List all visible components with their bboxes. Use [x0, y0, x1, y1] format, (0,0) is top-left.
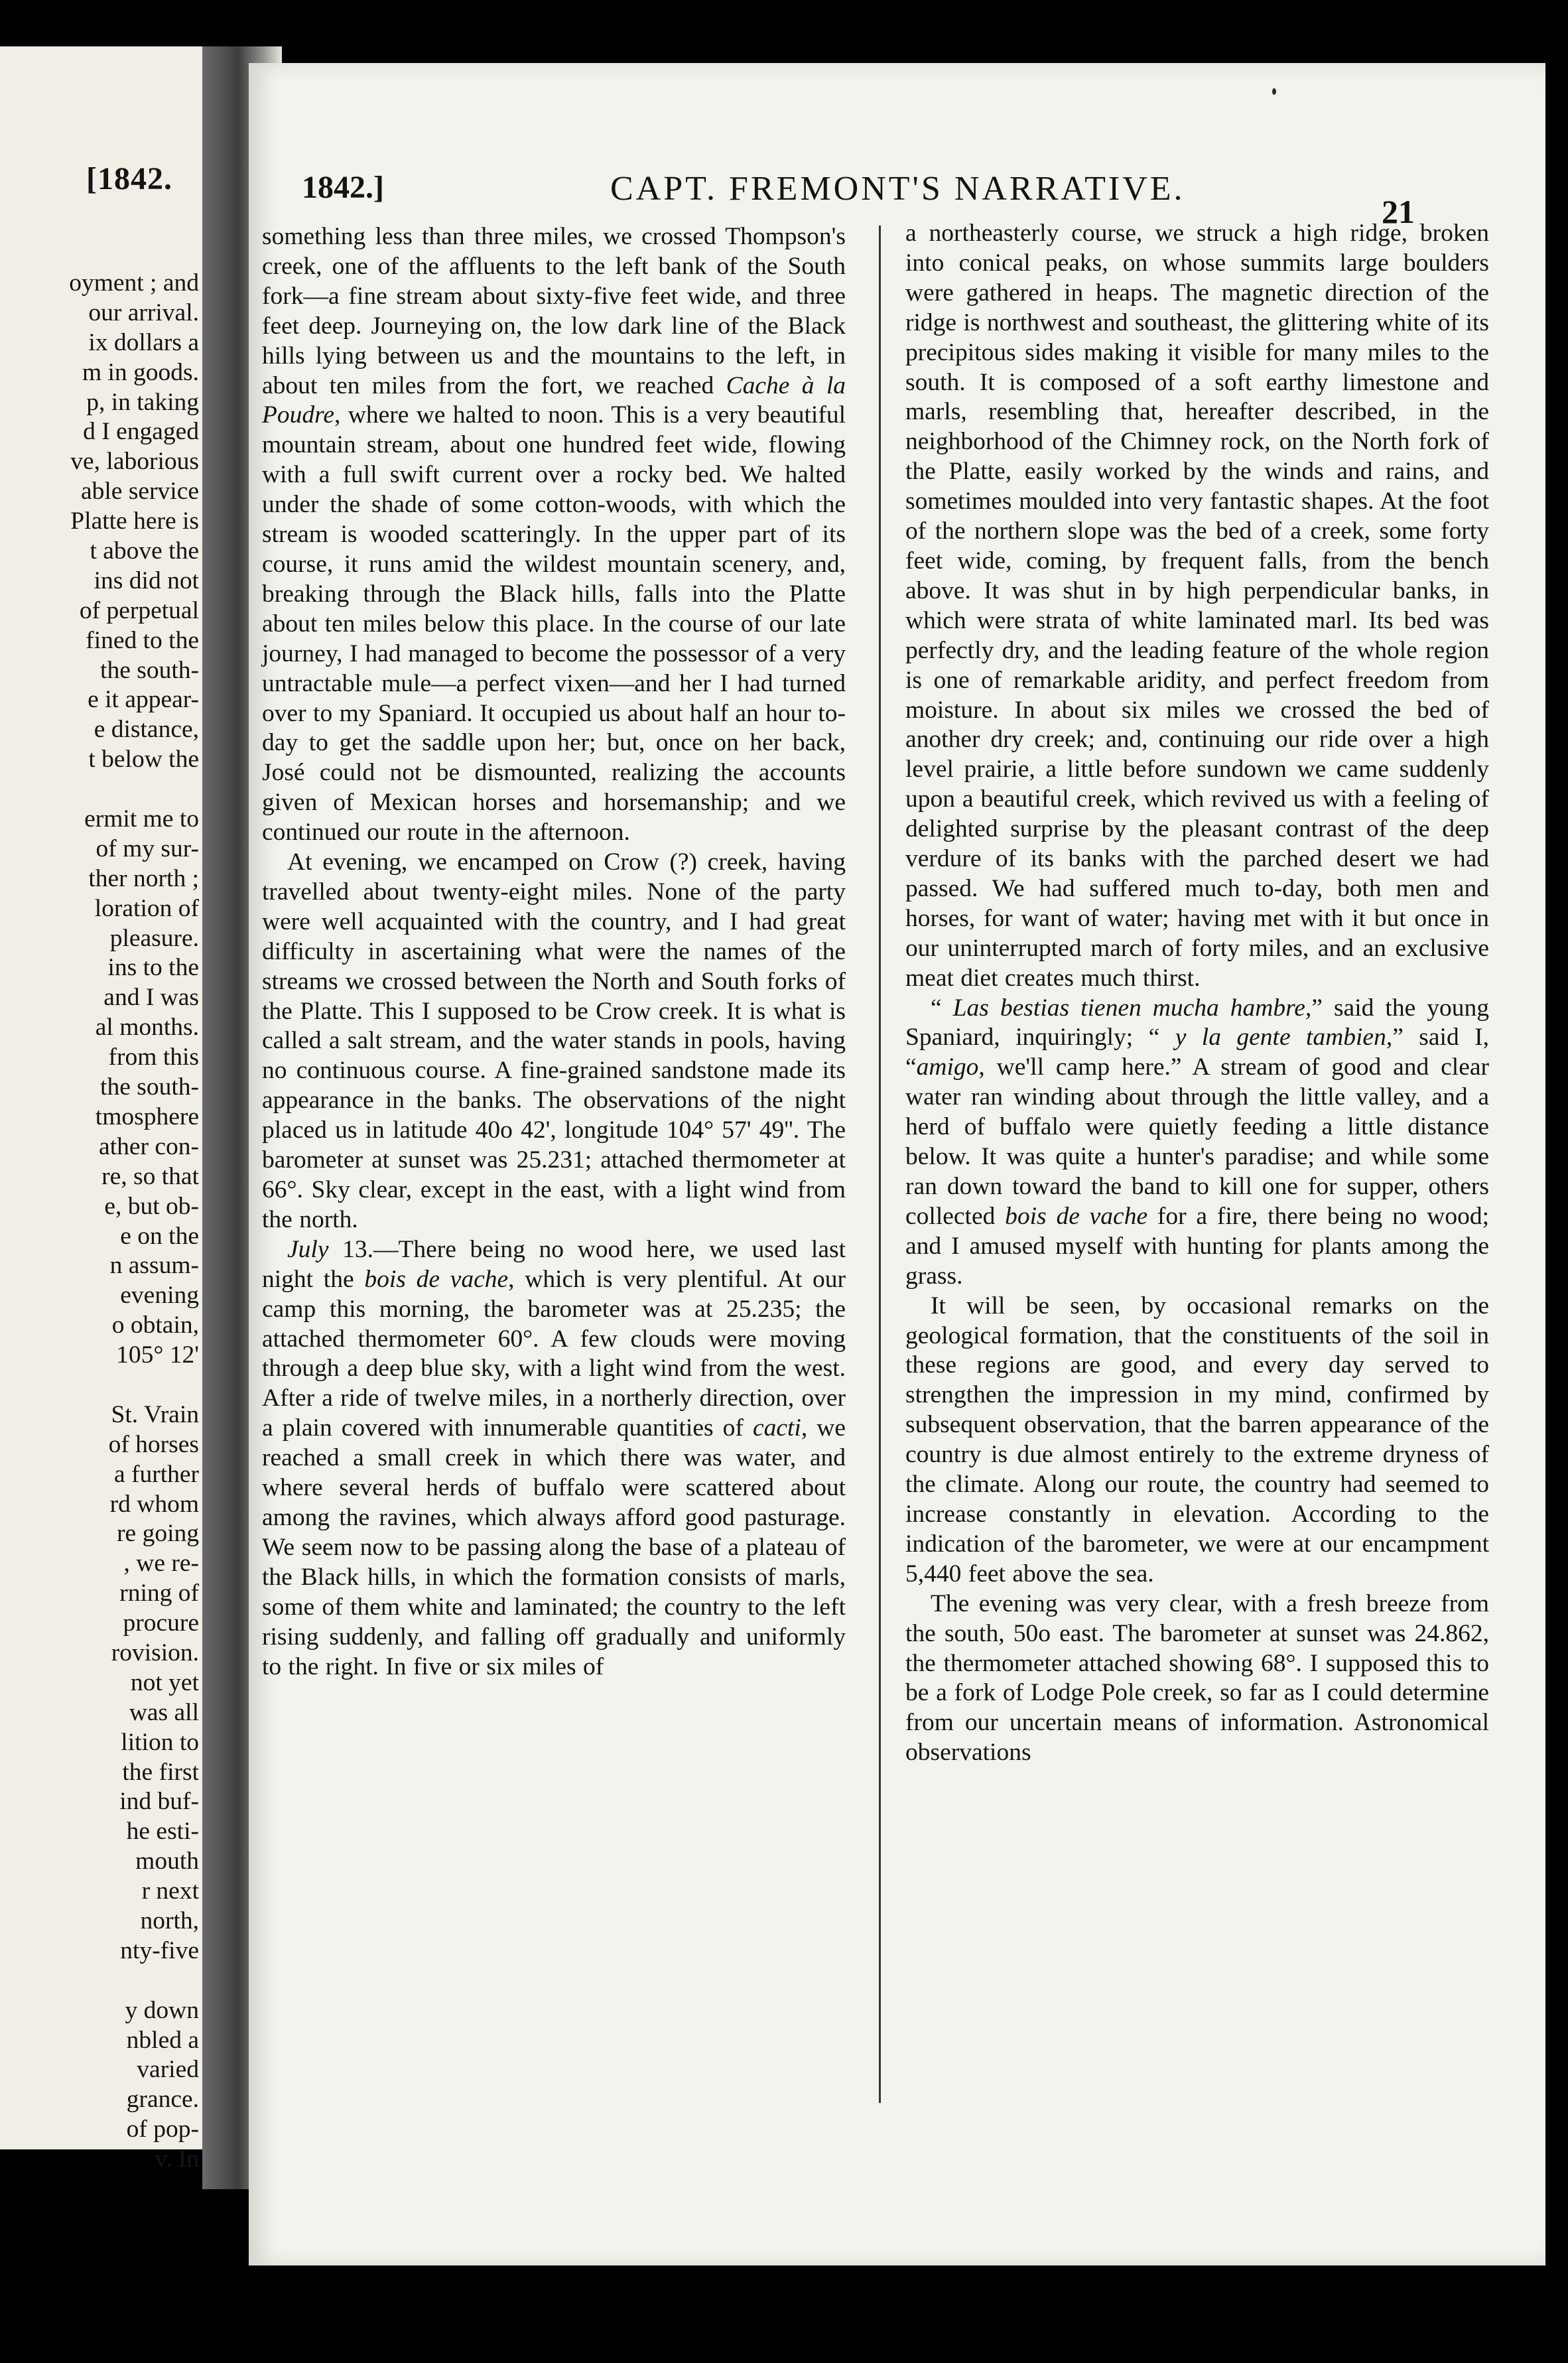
previous-page-line: m in goods.	[82, 358, 199, 386]
paper-speck	[1272, 88, 1276, 95]
previous-page-line: , we re-	[123, 1550, 199, 1578]
previous-page-line: nty-five	[120, 1936, 199, 1964]
previous-page-line: mouth	[135, 1848, 199, 1875]
page-number: 21	[1382, 193, 1415, 230]
previous-page-line: ve, laborious	[70, 448, 199, 476]
previous-page-fragment	[0, 46, 212, 2173]
running-head-title: CAPT. FREMONT'S NARRATIVE.	[610, 170, 1185, 208]
previous-page-line	[0, 775, 199, 805]
previous-page-line: north,	[140, 1907, 199, 1934]
running-head-year: 1842.]	[302, 170, 384, 205]
previous-page-line: ther north ;	[88, 864, 199, 892]
paragraph: something less than three miles, we crossed Thompson's creek, one of the affluents to the left bank of the South fork—a fine stream about sixty-five feet wide, and three feet deep. Journeying on, the low dark line of the Black hills lying between us and the mountains to the left, in about ten miles from the fort, we reached Cache à la Poudre, where we halted to noon. This is a very beautiful mountain stream, about one hundred feet wide, flowing with a full swift current over a rocky bed. We halted under the shade of some cotton-woods, with which the stream is wooded scatteringly. In the upper part of its course, it runs amid the wildest mountain scenery, and, breaking through the Black hills, falls into the Platte about ten miles below this place. In the course of our late journey, I had managed to become the possessor of a very untractable mule—a perfect vixen—and her I had turned over to my Spaniard. It occupied us about half an hour to-day to get the saddle upon her; but, once on her back, José could not be dismounted, realizing the accounts given of Mexican horses and horsemanship; and we continued our route in the afternoon.	[262, 223, 846, 846]
previous-page-line: procure	[123, 1609, 199, 1637]
previous-page-line: and I was	[103, 984, 199, 1012]
previous-page-line: the south-	[100, 1073, 199, 1101]
previous-page-line: ermit me to	[84, 805, 199, 833]
previous-page-line: not yet	[130, 1668, 199, 1696]
previous-page-line: al months.	[95, 1014, 199, 1042]
previous-page-line: loration of	[94, 894, 199, 922]
page	[249, 63, 1545, 2265]
previous-page-line: rd whom	[109, 1490, 199, 1518]
previous-page-line: able service	[80, 478, 199, 506]
previous-page-line: evening	[120, 1282, 199, 1310]
paragraph: At evening, we encamped on Crow (?) creek, having travelled about twenty-eight miles. None of the party were well acquainted with the country, and I had great difficulty in ascertaining what were the names of the streams we crossed between the North and South forks of the Platte. This I supposed to be Crow creek. It is what is called a salt stream, and the water stands in pools, having no continuous course. A fine-grained sandstone made its appearance in the banks. The observations of the night placed us in latitude 40o 42', longitude 104° 57' 49''. The barometer at sunset was 25.231; attached thermometer at 66°. Sky clear, except in the east, with a light wind from the north.	[262, 848, 846, 1233]
previous-page-line: e distance,	[94, 716, 199, 744]
previous-page-line: the first	[122, 1758, 199, 1786]
paragraph: “ Las bestias tienen mucha hambre,” said the young Spaniard, inquiringly; “ y la gente tambien,” said I, “amigo, we'll camp here.” A stream of good and clear water ran winding about through the little valley, and a herd of buffalo were quietly feeding a little distance below. It was quite a hunter's paradise; and while some ran down toward the band to kill one for supper, others collected bois de vache for a fire, there being no wood; and I amused myself with hunting for plants among the grass.	[905, 994, 1489, 1290]
previous-page-line: oyment ; and	[69, 269, 199, 297]
previous-page-line: o obtain,	[111, 1312, 199, 1339]
previous-page-line: grance.	[126, 2086, 199, 2114]
previous-page-line: t above the	[90, 537, 199, 565]
previous-page-line: the south-	[100, 656, 199, 684]
previous-page-line: was all	[129, 1698, 199, 1726]
previous-page-line: Platte here is	[70, 507, 199, 535]
previous-page-line: d I engaged	[83, 418, 199, 446]
previous-page-line: re, so that	[101, 1162, 199, 1190]
previous-page-line: varied	[137, 2056, 199, 2084]
previous-page-line: y down	[125, 1996, 199, 2024]
text-column-right	[905, 219, 1489, 1768]
paragraph: The evening was very clear, with a fresh breeze from the south, 50o east. The barometer at sunset was 24.862, the thermometer attached showing 68°. I supposed this to be a fork of Lodge Pole creek, so far as I could determine from our uncertain means of information. Astronomical observations	[905, 1589, 1489, 1767]
previous-page-line: ins did not	[94, 567, 199, 594]
previous-page-line: rovision.	[111, 1639, 199, 1666]
previous-page-line: ind buf-	[119, 1788, 199, 1816]
previous-page-line	[0, 1371, 199, 1400]
previous-page-line: our arrival.	[88, 299, 199, 326]
previous-page-line: t below the	[88, 746, 199, 774]
column-rule	[879, 226, 881, 2103]
previous-page-line: p, in taking	[86, 388, 199, 416]
previous-page-line: v. In	[155, 2145, 199, 2173]
previous-page-text	[0, 269, 199, 2175]
previous-page-line: a further	[113, 1460, 199, 1488]
previous-page-line: fined to the	[86, 626, 199, 654]
previous-page-line: re going	[117, 1520, 199, 1548]
previous-page-header: [1842.	[86, 161, 172, 196]
previous-page-line: e, but ob-	[104, 1192, 199, 1220]
previous-page-line: from this	[108, 1044, 199, 1071]
previous-page-line: rning of	[119, 1580, 199, 1607]
previous-page-line: r next	[141, 1877, 199, 1905]
previous-page-line: e it appear-	[88, 686, 199, 714]
paragraph: a northeasterly course, we struck a high ridge, broken into conical peaks, on whose summits large boulders were gathered in heaps. The magnetic direction of the ridge is northwest and southeast, the glittering white of its precipitous sides making it visible for many miles to the south. It is composed of a soft earthy limestone and marls, resembling that, hereafter described, in the neighborhood of the Chimney rock, on the North fork of the Platte, easily worked by the winds and rains, and sometimes moulded into very fantastic shapes. At the foot of the northern slope was the bed of a creek, some forty feet wide, coming, by frequent falls, from the bench above. It was shut in by high perpendicular banks, in which were strata of white laminated marl. Its bed was perfectly dry, and the leading feature of the whole region is one of remarkable aridity, and perfect freedom from moisture. In about six miles we crossed the bed of another dry creek; and, continuing our ride over a high level prairie, a little before sundown we came suddenly upon a beautiful creek, which revived us with a feeling of delighted surprise by the pleasant contrast of the deep verdure of its banks with the parched desert we had passed. We had suffered much to-day, both men and horses, for want of water; having met with it but once in our uninterrupted march of forty miles, and an exclusive meat diet creates much thirst.	[905, 220, 1489, 992]
previous-page-line: lition to	[121, 1728, 199, 1756]
previous-page-line: of my sur-	[96, 835, 199, 862]
paragraph: It will be seen, by occasional remarks on the geological formation, that the constituents of the soil in these regions are good, and every day served to strengthen the impression in my mind, confirmed by subsequent observation, that the barren appearance of the country is due almost entirely to the extreme dryness of the climate. Along our route, the country had seemed to increase constantly in elevation. According to the indication of the barometer, we were at our encampment 5,440 feet above the sea.	[905, 1292, 1489, 1587]
previous-page-line: pleasure.	[109, 924, 199, 952]
previous-page-line: ather con-	[99, 1132, 199, 1160]
previous-page-line: of perpetual	[79, 596, 199, 624]
previous-page-line: of horses	[108, 1430, 199, 1458]
previous-page-line	[0, 1966, 199, 1996]
previous-page-line: 105° 12'	[116, 1341, 199, 1369]
previous-page-line: he esti-	[126, 1818, 199, 1846]
text-column-left	[262, 222, 846, 1682]
previous-page-line: n assum-	[109, 1252, 199, 1280]
paragraph: July 13.—There being no wood here, we used last night the bois de vache, which is very plentiful. At our camp this morning, the barometer was at 25.235; the attached thermometer 60°. A few clouds were moving through a deep blue sky, with a light wind from the west. After a ride of twelve miles, in a northerly direction, over a plain covered with innumerable quantities of cacti, we reached a small creek in which there was water, and where several herds of buffalo were scattered about among the ravines, which always afford good pasturage. We seem now to be passing along the base of a plateau of the Black hills, in which the formation consists of marls, some of them white and laminated; the country to the left rising suddenly, and falling off gradually and uniformly to the right. In five or six miles of	[262, 1235, 846, 1680]
previous-page-line: e on the	[120, 1222, 199, 1250]
previous-page-line: St. Vrain	[111, 1400, 199, 1428]
previous-page-line: ins to the	[107, 954, 199, 982]
previous-page-line: ix dollars a	[88, 328, 199, 356]
previous-page-line: nbled a	[126, 2026, 199, 2054]
previous-page-line: of pop-	[126, 2116, 199, 2143]
previous-page-line: tmosphere	[95, 1103, 199, 1130]
